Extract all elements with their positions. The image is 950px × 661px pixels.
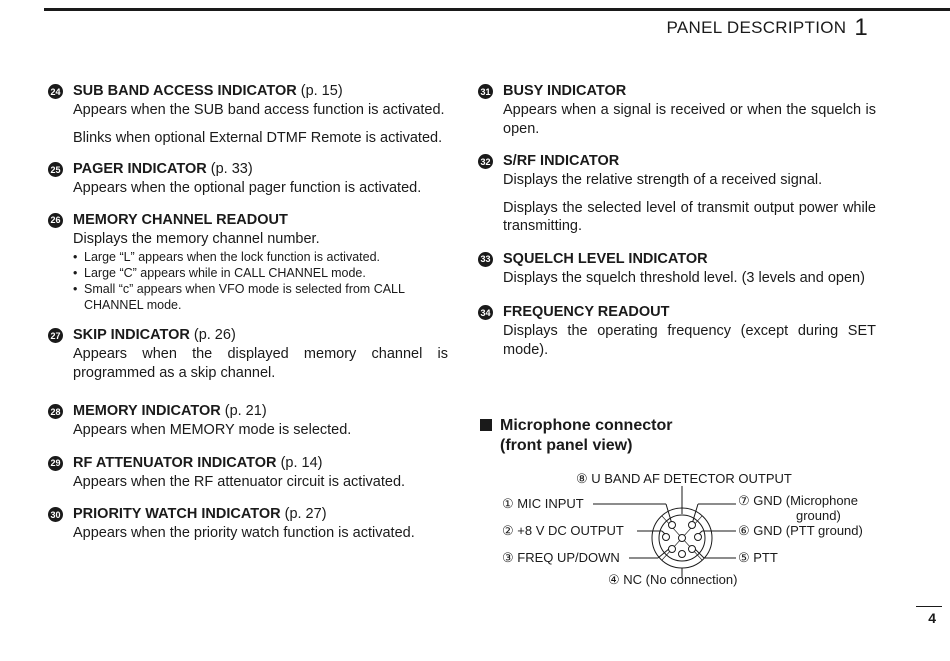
item-title: S/RF INDICATOR xyxy=(503,153,620,169)
header-rule xyxy=(44,8,950,11)
item-title-line xyxy=(503,82,876,101)
bullet-item: • Large “L” appears when the lock function is activated. xyxy=(73,249,448,265)
item-number-badge: 26 xyxy=(48,213,63,228)
item-title-line xyxy=(73,160,448,179)
item-description: Appears when the RF attenuator circuit is activated. xyxy=(73,473,406,490)
pin-3 xyxy=(669,546,676,553)
indicator-item xyxy=(48,505,448,543)
pin7-label: ⑦ GND (Microphone xyxy=(738,493,859,508)
item-title: MEMORY INDICATOR xyxy=(73,403,221,419)
item-title: BUSY INDICATOR xyxy=(503,83,627,99)
indicator-item xyxy=(48,454,448,492)
item-number-badge: 27 xyxy=(48,328,63,343)
section-subtitle: (front panel view) xyxy=(500,437,633,454)
item-number-badge: 24 xyxy=(48,84,63,99)
item-description: Displays the squelch threshold level. (3 levels and open) xyxy=(503,269,865,286)
item-title-line xyxy=(503,303,876,322)
bullet-item: • Small “c” appears when VFO mode is selected from CALL CHANNEL mode. xyxy=(73,281,448,313)
right-column xyxy=(478,82,876,359)
page-number: 4 xyxy=(928,610,936,626)
left-column xyxy=(48,82,448,543)
page-reference: (p. 21) xyxy=(224,403,267,419)
item-title: SUB BAND ACCESS INDICATOR xyxy=(73,83,297,99)
item-title-line xyxy=(503,152,876,171)
item-number-badge: 31 xyxy=(478,84,493,99)
item-description: Appears when the optional pager function is activated. xyxy=(73,180,422,196)
item-title: MEMORY CHANNEL READOUT xyxy=(73,211,288,228)
item-title: RF ATTENUATOR INDICATOR xyxy=(73,454,277,471)
section-title: Microphone connector xyxy=(500,417,673,434)
indicator-item xyxy=(478,82,876,138)
item-description: Displays the selected level of transmit output power while transmitting. xyxy=(503,199,876,234)
indicator-item xyxy=(478,303,876,359)
pin8-label: ⑧ U BAND AF DETECTOR OUTPUT xyxy=(576,471,792,486)
item-title-line xyxy=(73,211,448,230)
item-title-line xyxy=(503,250,876,269)
item-bullet-list xyxy=(73,249,448,313)
bullet-item: • Large “C” appears while in CALL CHANNEL mode. xyxy=(73,265,448,281)
indicator-item xyxy=(48,326,448,382)
page-reference: (p. 15) xyxy=(300,83,343,99)
pin-8 xyxy=(679,535,686,542)
item-title-line xyxy=(73,326,448,345)
item-description: Appears when the displayed memory channel is programmed as a skip channel. xyxy=(73,346,448,381)
page-reference: (p. 14) xyxy=(280,454,323,471)
page-reference: (p. 33) xyxy=(210,161,253,177)
header-title: PANEL DESCRIPTION xyxy=(666,18,847,37)
section-square-icon xyxy=(480,419,492,431)
item-number-badge: 34 xyxy=(478,305,493,320)
item-title-line xyxy=(73,505,448,524)
pin-1 xyxy=(669,522,676,529)
pin4-label: ④ NC (No connection) xyxy=(608,572,738,587)
item-title-line xyxy=(73,82,448,101)
item-title: SKIP INDICATOR xyxy=(73,327,190,343)
item-description: Appears when a signal is received or when the squelch is open. xyxy=(503,102,876,137)
item-title: PAGER INDICATOR xyxy=(73,161,207,177)
item-description: Displays the memory channel number. xyxy=(73,230,320,247)
pin5-label: ⑤ PTT xyxy=(738,550,778,565)
item-number-badge: 30 xyxy=(48,507,63,522)
pin-4 xyxy=(679,551,686,558)
indicator-item xyxy=(478,250,876,288)
pin6-label: ⑥ GND (PTT ground) xyxy=(738,523,863,538)
pin7-label-cont: ground) xyxy=(796,508,841,523)
item-title-line xyxy=(73,454,448,473)
item-description: Blinks when optional External DTMF Remote is activated. xyxy=(73,129,443,146)
item-description: Displays the operating frequency (except during SET mode). xyxy=(503,323,876,358)
indicator-item xyxy=(48,211,448,314)
page-reference: (p. 26) xyxy=(193,327,236,343)
item-title-line xyxy=(73,402,448,421)
item-number-badge: 25 xyxy=(48,162,63,177)
pin1-label: ① MIC INPUT xyxy=(502,496,584,511)
item-title: PRIORITY WATCH INDICATOR xyxy=(73,506,281,522)
item-number-badge: 33 xyxy=(478,252,493,267)
pin-2 xyxy=(663,534,670,541)
pin2-label: ② +8 V DC OUTPUT xyxy=(502,523,624,538)
item-description: Appears when MEMORY mode is selected. xyxy=(73,422,352,438)
pin-5 xyxy=(689,546,696,553)
item-number-badge: 32 xyxy=(478,154,493,169)
item-description: Appears when the SUB band access function is activated. xyxy=(73,102,445,118)
mic-connector-section xyxy=(480,416,672,456)
item-title: FREQUENCY READOUT xyxy=(503,304,670,320)
mic-connector-diagram xyxy=(496,468,886,592)
chapter-number: 1 xyxy=(854,14,868,41)
pin3-label: ③ FREQ UP/DOWN xyxy=(502,550,620,565)
pin-6 xyxy=(695,534,702,541)
item-description: Appears when the priority watch function is activated. xyxy=(73,525,415,541)
indicator-item xyxy=(478,152,876,236)
page-reference: (p. 27) xyxy=(284,506,327,522)
item-description: Displays the relative strength of a received signal. xyxy=(503,172,823,188)
indicator-item xyxy=(48,402,448,440)
pin-7 xyxy=(689,522,696,529)
indicator-item xyxy=(48,82,448,147)
indicator-item xyxy=(48,160,448,198)
running-header xyxy=(666,14,868,42)
item-number-badge: 28 xyxy=(48,404,63,419)
item-number-badge: 29 xyxy=(48,456,63,471)
item-title: SQUELCH LEVEL INDICATOR xyxy=(503,250,708,267)
page-number-rule xyxy=(916,606,942,607)
